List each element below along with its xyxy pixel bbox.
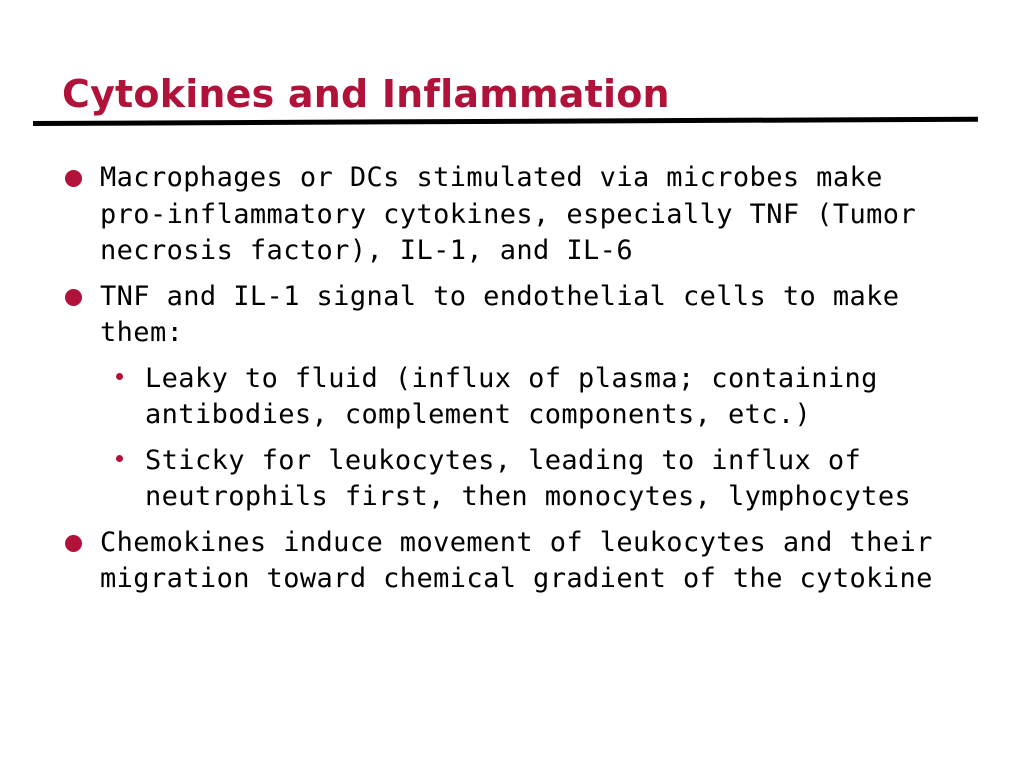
bullet-1-line-2: pro-inflammatory cytokines, especially TNF (Tumor [100, 199, 917, 230]
sub-bullet-2-line-2: neutrophils first, then monocytes, lymphocytes [145, 481, 912, 512]
bullet-1-line-1: Macrophages or DCs stimulated via microbes make [100, 162, 883, 193]
sub-bullet-1-line-2: antibodies, complement components, etc.) [145, 399, 812, 430]
slide-title: Cytokines and Inflammation [62, 72, 670, 116]
sub-bullet-1-line-1: Leaky to fluid (influx of plasma; containing [145, 363, 878, 394]
bullet-dot-icon [65, 289, 82, 306]
bullet-1-line-3: necrosis factor), IL-1, and IL-6 [100, 235, 633, 266]
bullet-2-line-2: them: [100, 317, 184, 348]
sub-bullet-dot-icon [116, 455, 123, 462]
bullet-3-line-2: migration toward chemical gradient of the cytokine [100, 563, 933, 594]
sub-bullet-2-line-1: Sticky for leukocytes, leading to influx of [145, 445, 862, 476]
bullet-dot-icon [65, 170, 82, 187]
bullet-dot-icon [65, 535, 82, 552]
bullet-2-line-1: TNF and IL-1 signal to endothelial cells to make [100, 281, 900, 312]
bullet-3-line-1: Chemokines induce movement of leukocytes and their [100, 527, 933, 558]
sub-bullet-dot-icon [116, 373, 123, 380]
